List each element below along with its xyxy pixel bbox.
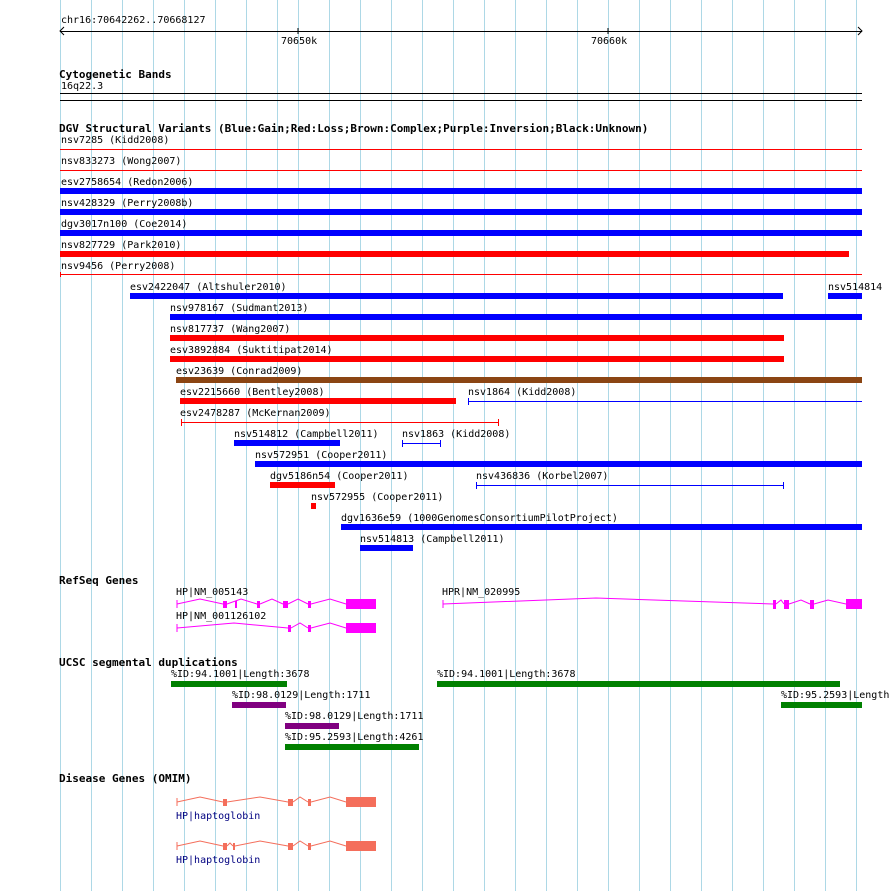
gene-model-hpr[interactable]: [436, 596, 866, 612]
dgv-track-title: DGV Structural Variants (Blue:Gain;Red:Loss;Brown:Complex;Purple:Inversion;Black:Unknown): [59, 122, 649, 135]
feature-label: nsv833273 (Wong2007): [61, 156, 182, 167]
grid-line: [763, 0, 764, 891]
grid-line: [856, 0, 857, 891]
variant-bar-complex[interactable]: [176, 377, 862, 383]
feature-label: %ID:95.2593|Length: [781, 690, 890, 701]
gene-model-hp[interactable]: [170, 596, 380, 612]
gene-label: HP|NM_001126102: [176, 611, 267, 622]
feature-label: nsv514812 (Campbell2011): [234, 429, 379, 440]
refseq-track-title: RefSeq Genes: [59, 574, 139, 587]
variant-bar-loss[interactable]: [170, 335, 784, 341]
feature-label: esv2215660 (Bentley2008): [180, 387, 325, 398]
grid-line: [825, 0, 826, 891]
variant-bar-loss[interactable]: [60, 274, 862, 275]
feature-label: nsv827729 (Park2010): [61, 240, 182, 251]
feature-label: %ID:95.2593|Length:4261: [285, 732, 424, 743]
variant-end-cap: [452, 398, 456, 404]
gene-label: HP|NM_005143: [176, 587, 249, 598]
variant-bar-loss[interactable]: [170, 356, 784, 362]
feature-label: esv2422047 (Altshuler2010): [130, 282, 287, 293]
segdup-bar[interactable]: [285, 723, 339, 729]
variant-bar-gain[interactable]: [476, 485, 784, 486]
variant-bar-loss[interactable]: [60, 170, 862, 171]
feature-label: dgv5186n54 (Cooper2011): [270, 471, 409, 482]
feature-label: nsv572955 (Cooper2011): [311, 492, 444, 503]
grid-line: [732, 0, 733, 891]
feature-label: %ID:98.0129|Length:1711: [232, 690, 371, 701]
feature-label: nsv428329 (Perry2008b): [61, 198, 194, 209]
feature-label: nsv514814: [828, 282, 883, 293]
grid-line: [670, 0, 671, 891]
variant-end-cap: [60, 272, 61, 277]
omim-gene-label[interactable]: HP|haptoglobin: [176, 811, 261, 822]
omim-gene-model[interactable]: [170, 794, 380, 810]
variant-bar-loss[interactable]: [180, 398, 453, 404]
variant-end-cap: [476, 482, 477, 489]
feature-label: esv23639 (Conrad2009): [176, 366, 303, 377]
variant-bar-gain[interactable]: [468, 401, 862, 402]
variant-bar-gain[interactable]: [60, 209, 862, 215]
segdup-bar[interactable]: [171, 681, 287, 687]
variant-bar-gain[interactable]: [170, 314, 862, 320]
cytoband-track-title: Cytogenetic Bands: [59, 68, 172, 81]
feature-label: nsv9456 (Perry2008): [61, 261, 176, 272]
cytoband-border-top: [60, 93, 862, 94]
feature-label: dgv1636e59 (1000GenomesConsortiumPilotProject): [341, 513, 618, 524]
segdup-bar[interactable]: [781, 702, 862, 708]
feature-label: %ID:94.1001|Length:3678: [171, 669, 310, 680]
variant-bar-gain[interactable]: [360, 545, 413, 551]
omim-gene-label[interactable]: HP|haptoglobin: [176, 855, 261, 866]
omim-gene-model[interactable]: [170, 838, 380, 854]
gene-model-hp[interactable]: [170, 620, 380, 636]
grid-line: [701, 0, 702, 891]
variant-bar-gain[interactable]: [255, 461, 862, 467]
variant-bar-gain[interactable]: [60, 230, 862, 236]
variant-bar-gain[interactable]: [402, 443, 441, 444]
feature-label: nsv514813 (Campbell2011): [360, 534, 505, 545]
variant-end-cap: [402, 440, 403, 447]
segdup-bar[interactable]: [232, 702, 286, 708]
variant-end-cap: [468, 398, 469, 405]
variant-end-cap: [440, 440, 441, 447]
variant-end-cap: [783, 482, 784, 489]
feature-label: esv3892884 (Suktitipat2014): [170, 345, 333, 356]
variant-bar-gain[interactable]: [341, 524, 862, 530]
variant-bar-loss[interactable]: [60, 251, 849, 257]
variant-end-cap: [181, 419, 182, 426]
omim-track-title: Disease Genes (OMIM): [59, 772, 192, 785]
variant-end-cap: [498, 419, 499, 426]
feature-label: nsv436836 (Korbel2007): [476, 471, 609, 482]
cytoband-label: 16q22.3: [61, 81, 104, 92]
feature-label: %ID:98.0129|Length:1711: [285, 711, 424, 722]
cytoband-border-bottom: [60, 100, 862, 101]
feature-label: esv2758654 (Redon2006): [61, 177, 194, 188]
variant-bar-loss[interactable]: [60, 149, 862, 150]
feature-label: dgv3017n100 (Coe2014): [61, 219, 188, 230]
feature-label: nsv1863 (Kidd2008): [402, 429, 511, 440]
grid-line: [794, 0, 795, 891]
variant-bar-gain[interactable]: [60, 188, 862, 194]
variant-bar-gain[interactable]: [828, 293, 862, 299]
variant-bar-gain[interactable]: [130, 293, 783, 299]
location-label: chr16:70642262..70668127: [61, 15, 206, 26]
ruler-arrows: [56, 26, 868, 38]
variant-bar-loss[interactable]: [311, 503, 316, 509]
segdup-bar[interactable]: [437, 681, 840, 687]
ruler-tick-label: 70660k: [591, 36, 628, 47]
feature-label: %ID:94.1001|Length:3678: [437, 669, 576, 680]
variant-bar-loss[interactable]: [181, 422, 499, 423]
feature-label: nsv7285 (Kidd2008): [61, 135, 170, 146]
segdup-track-title: UCSC segmental duplications: [59, 656, 238, 669]
feature-label: nsv1864 (Kidd2008): [468, 387, 577, 398]
feature-label: nsv817737 (Wang2007): [170, 324, 291, 335]
feature-label: nsv978167 (Sudmant2013): [170, 303, 309, 314]
ruler-tick-label: 70650k: [281, 36, 318, 47]
segdup-bar[interactable]: [285, 744, 419, 750]
gene-label: HPR|NM_020995: [442, 587, 521, 598]
variant-bar-gain[interactable]: [234, 440, 340, 446]
feature-label: nsv572951 (Cooper2011): [255, 450, 388, 461]
feature-label: esv2478287 (McKernan2009): [180, 408, 331, 419]
variant-bar-loss[interactable]: [270, 482, 335, 488]
